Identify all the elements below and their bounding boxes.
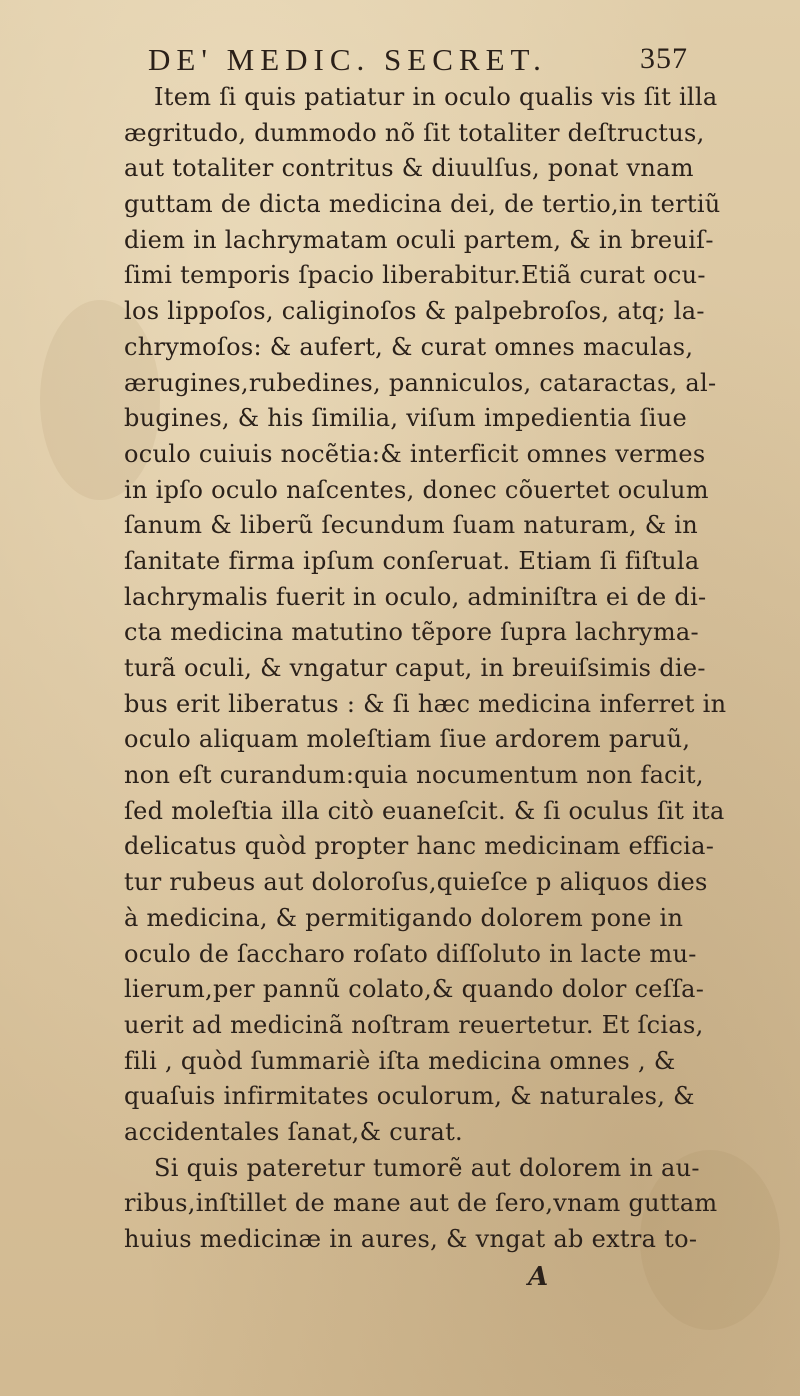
- body-text: [124, 80, 727, 1258]
- text-line: Item ſi quis patiatur in oculo qualis vis ſit illa: [154, 83, 718, 111]
- text-line: oculo aliquam moleſtiam ſiue ardorem paruũ,: [124, 725, 691, 754]
- text-line: oculo de ſaccharo roſato diſſoluto in lacte mu-: [124, 939, 697, 968]
- text-line: ægritudo, dummodo nõ ſit totaliter deſtructus,: [124, 118, 705, 147]
- text-line: Si quis pateretur tumorẽ aut dolorem in au-: [154, 1153, 700, 1182]
- page-number: 357: [640, 42, 688, 75]
- text-line: ſanitate firma ipſum conſeruat. Etiam ſi fiſtula: [124, 546, 700, 575]
- text-line: lierum,per pannũ colato,& quando dolor ceſſa-: [124, 975, 705, 1004]
- text-line: in ipſo oculo naſcentes, donec cõuertet oculum: [124, 475, 709, 504]
- text-line: aut totaliter contritus & diuulſus, ponat vnam: [124, 154, 694, 183]
- text-line: ſanum & liberũ ſecundum ſuam naturam, & in: [124, 511, 699, 540]
- text-line: cta medicina matutino tẽpore ſupra lachryma-: [124, 618, 699, 647]
- text-line: ſimi temporis ſpacio liberabitur.Etiã curat ocu-: [124, 261, 706, 290]
- text-line: non eſt curandum:quia nocumentum non facit,: [124, 761, 704, 790]
- text-line: fili , quòd ſummariè iſta medicina omnes , &: [124, 1046, 676, 1075]
- text-line: huius medicinæ in aures, & vngat ab extra to-: [124, 1225, 698, 1253]
- running-head-title: DE' MEDIC. SECRET.: [148, 42, 547, 77]
- text-line: chrymoſos: & aufert, & curat omnes maculas,: [124, 332, 694, 361]
- text-line: uerit ad medicinã noſtram reuertetur. Et ſcias,: [124, 1010, 704, 1039]
- text-line: guttam de dicta medicina dei, de tertio,in tertiũ: [124, 190, 721, 219]
- text-line: ſed moleſtia illa citò euaneſcit. & ſi oculus ſit ita: [124, 796, 725, 825]
- text-line: diem in lachrymatam oculi partem, & in breuiſ-: [124, 225, 714, 254]
- text-line: tur rubeus aut doloroſus,quieſce p aliquos dies: [124, 868, 708, 897]
- text-line: bugines, & his ſimilia, viſum impedientia ſiue: [124, 404, 688, 433]
- text-line: lachrymalis fuerit in oculo, adminiſtra ei de di-: [124, 582, 707, 611]
- text-line: à medicina, & permitigando dolorem pone in: [124, 903, 684, 932]
- text-line: quaſuis infirmitates oculorum, & naturales, &: [124, 1082, 695, 1111]
- text-line: ribus,inſtillet de mane aut de ſero,vnam guttam: [124, 1189, 718, 1218]
- text-line: delicatus quòd propter hanc medicinam efficia-: [124, 832, 715, 861]
- text-line: turã oculi, & vngatur caput, in breuiſsimis die-: [124, 654, 706, 682]
- text-line: los lippoſos, caliginoſos & palpebroſos, atq; la-: [124, 297, 705, 326]
- text-line: bus erit liberatus : & ſi hæc medicina inferret in: [124, 689, 727, 718]
- text-line: accidentales ſanat,& curat.: [124, 1117, 463, 1146]
- text-line: oculo cuiuis nocẽtia:& interficit omnes vermes: [124, 439, 706, 468]
- catchword: A: [528, 1262, 549, 1292]
- text-line: ærugines,rubedines, panniculos, cataractas, al-: [124, 368, 717, 397]
